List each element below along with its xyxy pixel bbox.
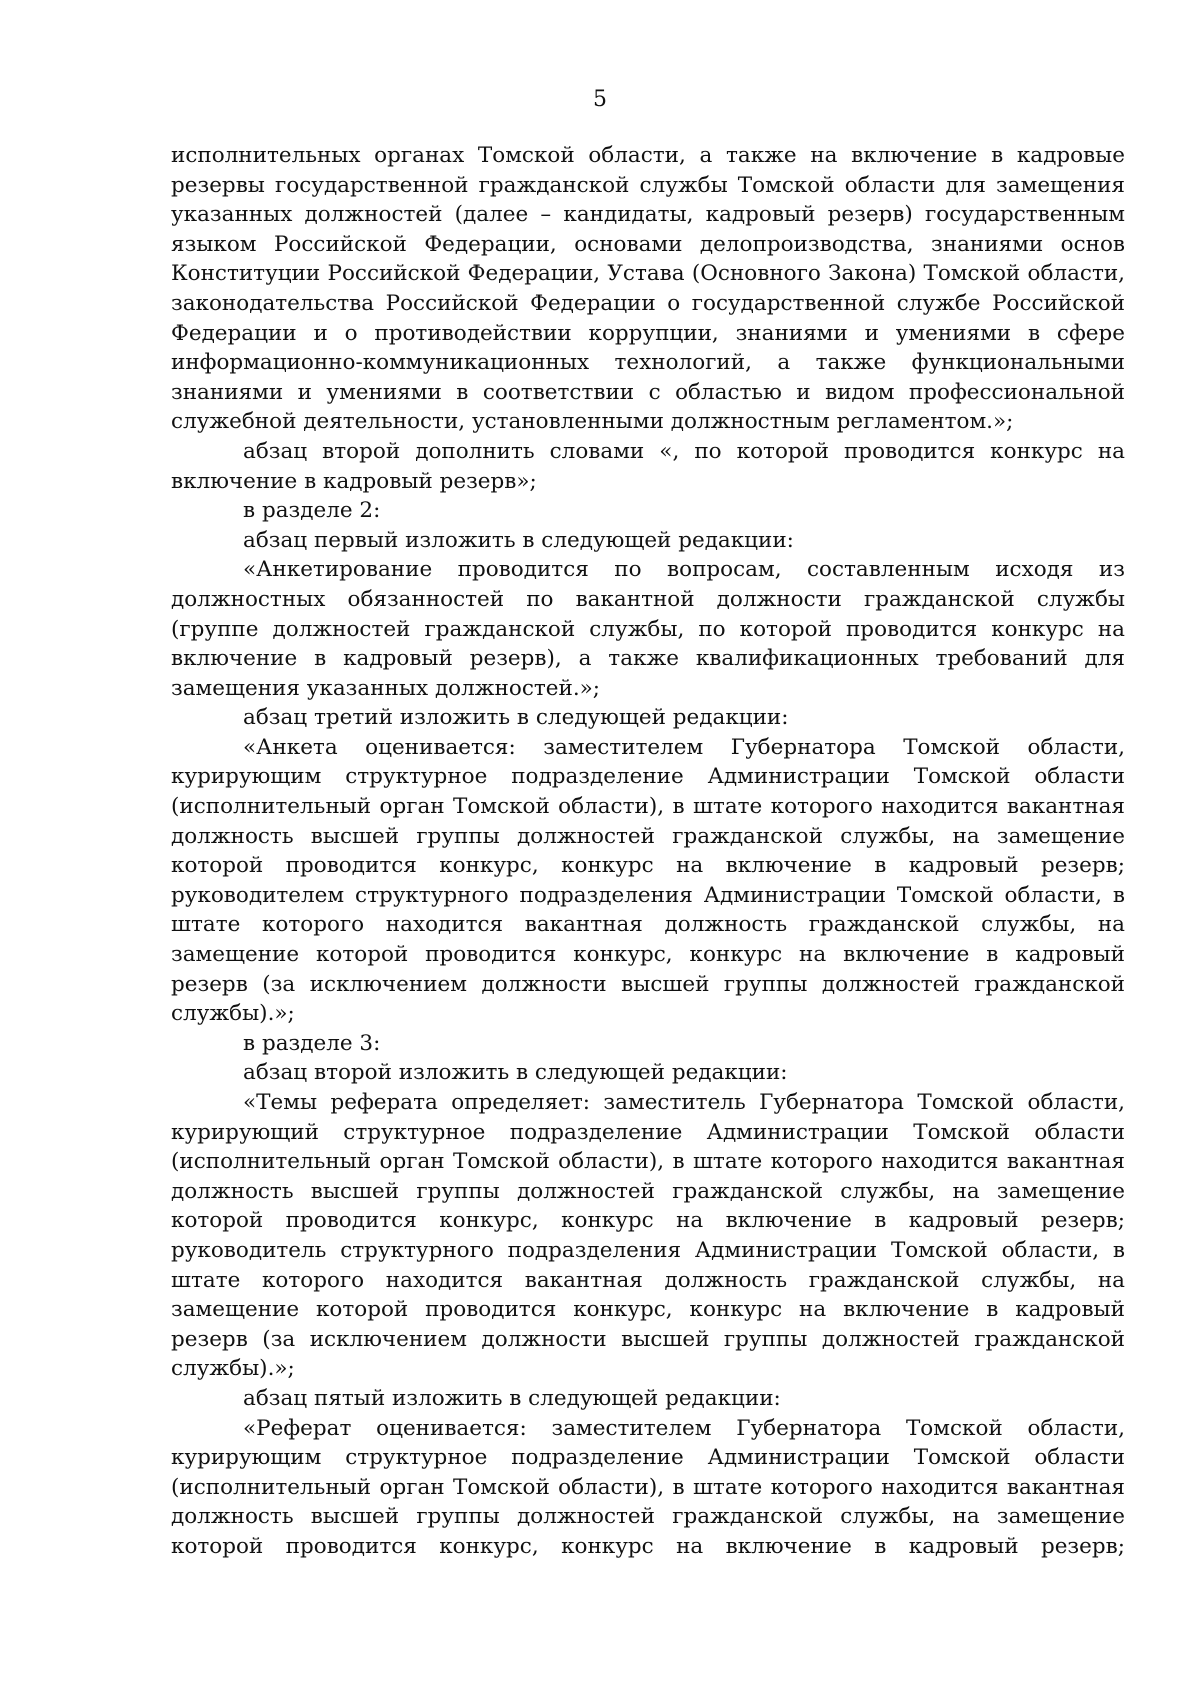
paragraph-section-2-heading: в разделе 2: <box>243 498 381 524</box>
paragraph-continuation: исполнительных органах Томской области, а также на включение в кадровые резервы государственной гражданской службы Томской области для замещения указанных должностей (далее – кандидаты, кадровый резерв) государственным языком Российской Федерации, основами делопроизводства, знаниями основ Конституции Российской Федерации, Устава (Основного Закона) Томской области, законодательства Российской Федерации о государственной службе Российской Федерации и о противодействии коррупции, знаниями и умениями в сфере информационно-коммуникационных технологий, а также функциональными знаниями и умениями в соответствии с областью и видом профессиональной служебной деятельности, установленными должностным регламентом.»; <box>171 143 1125 435</box>
paragraph-section-3-heading: в разделе 3: <box>243 1030 381 1056</box>
paragraph-essay-evaluation: «Реферат оценивается: заместителем Губернатора Томской области, курирующим структурное подразделение Администрации Томской области (исполнительный орган Томской области), в штате которого находится вакантная должность высшей группы должностей гражданской службы, на замещение которой проводится конкурс, конкурс на включение в кадровый резерв; <box>171 1415 1125 1559</box>
paragraph-second-abzac-instruction: абзац второй изложить в следующей редакции: <box>243 1060 788 1086</box>
paragraph-fifth-abzac-instruction: абзац пятый изложить в следующей редакции: <box>243 1385 781 1411</box>
page-number: 5 <box>593 87 607 112</box>
paragraph-third-abzac-instruction: абзац третий изложить в следующей редакции: <box>243 705 789 731</box>
document-body <box>171 141 1125 1562</box>
paragraph-questionnaire-evaluation: «Анкета оценивается: заместителем Губернатора Томской области, курирующим структурное подразделение Администрации Томской области (исполнительный орган Томской области), в штате которого находится вакантная должность высшей группы должностей гражданской службы, на замещение которой проводится конкурс, конкурс на включение в кадровый резерв; руководителем структурного подразделения Администрации Томской области, в штате которого находится вакантная должность гражданской службы, на замещение которой проводится конкурс, конкурс на включение в кадровый резерв (за исключением должности высшей группы должностей гражданской службы).»; <box>171 734 1125 1027</box>
paragraph-first-abzac-instruction: абзац первый изложить в следующей редакции: <box>243 527 794 553</box>
paragraph-amendment-second-abzac: абзац второй дополнить словами «, по которой проводится конкурс на включение в кадровый резерв»; <box>171 438 1125 494</box>
paragraph-essay-topics: «Темы реферата определяет: заместитель Губернатора Томской области, курирующий структурное подразделение Администрации Томской области (исполнительный орган Томской области), в штате которого находится вакантная должность высшей группы должностей гражданской службы, на замещение которой проводится конкурс, конкурс на включение в кадровый резерв; руководитель структурного подразделения Администрации Томской области, в штате которого находится вакантная должность гражданской службы, на замещение которой проводится конкурс, конкурс на включение в кадровый резерв (за исключением должности высшей группы должностей гражданской службы).»; <box>171 1090 1125 1382</box>
paragraph-questionnaire-text: «Анкетирование проводится по вопросам, составленным исходя из должностных обязанностей по вакантной должности гражданской службы (группе должностей гражданской службы, по которой проводится конкурс на включение в кадровый резерв), а также квалификационных требований для замещения указанных должностей.»; <box>171 557 1125 701</box>
